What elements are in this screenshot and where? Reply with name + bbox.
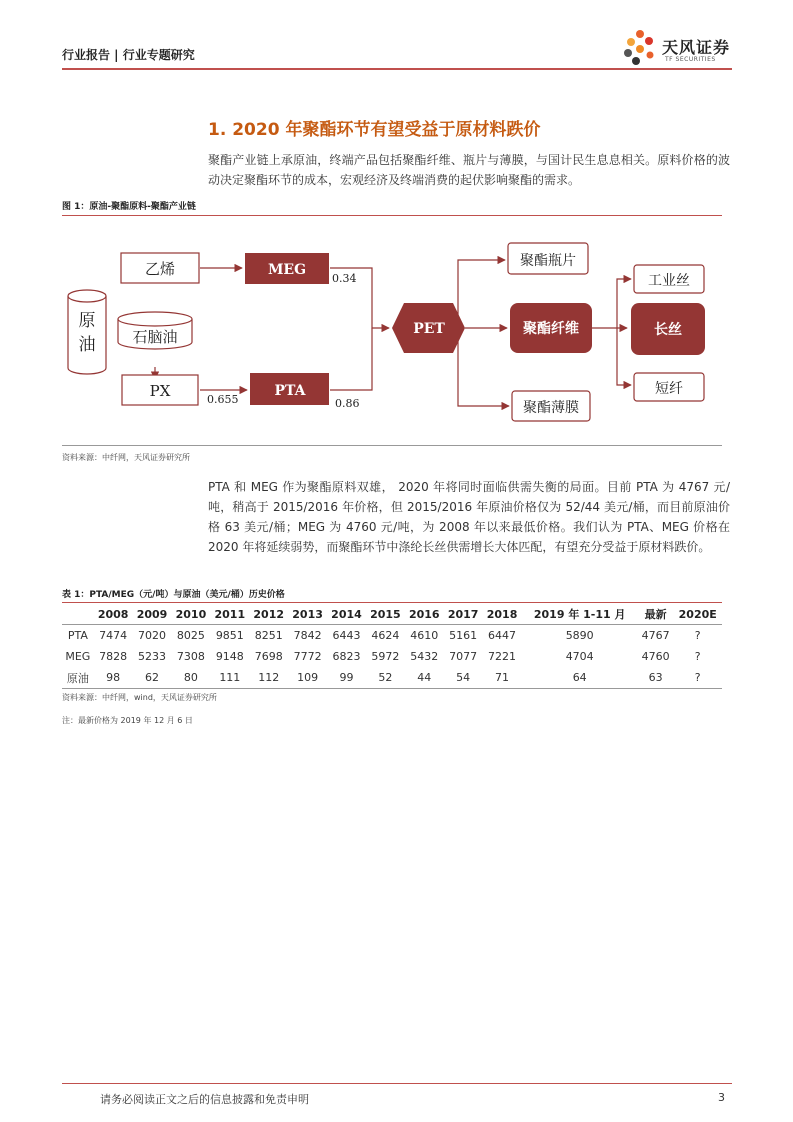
header-breadcrumb: 行业报告 | 行业专题研究 (62, 48, 195, 62)
table-cell: 7308 (176, 650, 205, 663)
film-label: 聚酯薄膜 (523, 400, 579, 416)
table-top-rule (62, 602, 722, 603)
table-cell: 112 (249, 667, 288, 689)
filament-label: 长丝 (654, 322, 682, 338)
table-row-label: MEG (65, 650, 91, 663)
table-cell: 44 (405, 667, 444, 689)
logo-name: 天风证券 (662, 38, 731, 57)
table-row (62, 646, 722, 667)
table-cell: ? (673, 667, 722, 689)
analysis-paragraph: PTA 和 MEG 作为聚酯原料双雄， 2020 年将同时面临供需失衡的局面。目前 PTA 为 4767 元/吨，稍高于 2015/2016 年价格，但 2015/2016 年原油价格仅为 52/44 美元/桶，而目前原油价格 63 美元/桶；MEG 为 4760 元/吨，为 2008 年以来最低价格。我们认为 PTA、MEG 价格在 2020 年将延续弱势，而聚酯环节中涤纶长丝供需增长大体匹配，有望充分受益于原材料跌价。 (208, 480, 730, 554)
table-header-cell: 2010 (171, 604, 210, 625)
naphtha-label: 石脑油 (132, 328, 178, 346)
table-header-cell: 2009 (133, 604, 172, 625)
table-header-cell: 2013 (288, 604, 327, 625)
table-row-label: 原油 (62, 667, 94, 689)
crude-oil-label-1: 原 (78, 311, 96, 331)
logo-flower-icon (622, 28, 662, 68)
table-cell: 7020 (138, 629, 167, 642)
table-cell: 6447 (488, 629, 517, 642)
table-cell: 7474 (99, 629, 128, 642)
table-cell: 5161 (449, 629, 478, 642)
section-title: 1. 2020 年聚酯环节有望受益于原材料跌价 (208, 120, 541, 140)
crude-oil-label-2: 油 (78, 335, 96, 355)
table-cell: 54 (444, 667, 483, 689)
table-header-cell: 2016 (405, 604, 444, 625)
table-cell: ? (694, 650, 701, 663)
table-body (62, 625, 722, 689)
table-cell: 111 (210, 667, 249, 689)
table-cell: 9148 (215, 650, 244, 663)
table-header-cell (62, 604, 94, 625)
industrial-yarn-label: 工业丝 (648, 273, 690, 289)
table-header-cell: 2008 (94, 604, 133, 625)
table-cell: 7221 (488, 650, 517, 663)
px-ratio: 0.655 (207, 393, 239, 406)
table-cell: 80 (171, 667, 210, 689)
figure-top-rule (62, 215, 722, 216)
table-caption: 表 1：PTA/MEG（元/吨）与原油（美元/桶）历史价格 (62, 590, 285, 600)
meg-ratio: 0.34 (332, 272, 357, 285)
table-cell: 63 (638, 667, 674, 689)
table-cell: 52 (366, 667, 405, 689)
table-cell: 8025 (176, 629, 205, 642)
bottle-chip-label: 聚酯瓶片 (520, 253, 576, 269)
table-cell: 71 (483, 667, 522, 689)
table-cell: 5432 (410, 650, 439, 663)
table-header-row (62, 604, 722, 625)
pet-label: PET (413, 321, 445, 337)
intro-paragraph: 聚酯产业链上承原油，终端产品包括聚酯纤维、瓶片与薄膜，与国计民生息息相关。原料价格的波动决定聚酯环节的成本，宏观经济及终端消费的起伏影响聚酯的需求。 (208, 153, 730, 187)
pta-label: PTA (274, 383, 306, 399)
table-cell: 5890 (565, 629, 594, 642)
table-row-label: PTA (67, 629, 88, 642)
table-cell: 5972 (371, 650, 400, 663)
table-cell: 7077 (449, 650, 478, 663)
table-header-cell: 2011 (210, 604, 249, 625)
table-header-cell: 2015 (366, 604, 405, 625)
px-label: PX (149, 382, 171, 400)
table-cell: 62 (133, 667, 172, 689)
table-cell: 4760 (641, 650, 670, 663)
table-cell: 7698 (254, 650, 283, 663)
table-cell: 6823 (332, 650, 361, 663)
industry-chain-diagram (62, 222, 722, 442)
table-cell: 4624 (371, 629, 400, 642)
footer-divider (62, 1083, 732, 1084)
table-header-cell: 2012 (249, 604, 288, 625)
figure-source: 资料来源：中纤网，天风证券研究所 (62, 453, 190, 462)
table-cell: 5233 (138, 650, 167, 663)
price-history-table (62, 604, 722, 689)
table-row (62, 667, 722, 689)
table-row (62, 625, 722, 647)
table-cell: 64 (522, 667, 638, 689)
header-divider (62, 68, 732, 70)
table-source: 资料来源：中纤网，wind，天风证券研究所 (62, 693, 217, 702)
logo-english: TF SECURITIES (665, 56, 716, 63)
table-cell: 8251 (254, 629, 283, 642)
table-cell: 6443 (332, 629, 361, 642)
table-cell: 7772 (293, 650, 322, 663)
table-cell: 109 (288, 667, 327, 689)
table-header-cell: 2020E (673, 604, 722, 625)
table-note: 注：最新价格为 2019 年 12 月 6 日 (62, 716, 193, 725)
figure-bottom-rule (62, 445, 722, 446)
table-cell: 4767 (641, 629, 670, 642)
page-number: 3 (718, 1091, 725, 1104)
table-cell: 4610 (410, 629, 439, 642)
table-header-cell: 2018 (483, 604, 522, 625)
table-header-cell: 2014 (327, 604, 366, 625)
crude-oil-node (68, 290, 106, 374)
table-cell: 7828 (99, 650, 128, 663)
table-cell: 7842 (293, 629, 322, 642)
naphtha-node (118, 312, 192, 349)
table-cell: 9851 (215, 629, 244, 642)
table-cell: 98 (94, 667, 133, 689)
meg-label: MEG (267, 262, 307, 278)
fiber-label: 聚酯纤维 (523, 321, 579, 337)
table-header-cell: 2019 年 1-11 月 (522, 604, 638, 625)
footer-disclaimer: 请务必阅读正文之后的信息披露和免责申明 (100, 1093, 309, 1106)
figure-caption: 图 1：原油-聚酯原料-聚酯产业链 (62, 202, 196, 212)
ethylene-label: 乙烯 (144, 260, 176, 278)
staple-fiber-label: 短纤 (655, 381, 683, 397)
table-cell: 4704 (565, 650, 594, 663)
table-cell: ? (694, 629, 701, 642)
pta-ratio: 0.86 (335, 397, 360, 410)
table-header-cell: 最新 (638, 604, 674, 625)
table-cell: 99 (327, 667, 366, 689)
table-header-cell: 2017 (444, 604, 483, 625)
company-logo (622, 28, 732, 68)
